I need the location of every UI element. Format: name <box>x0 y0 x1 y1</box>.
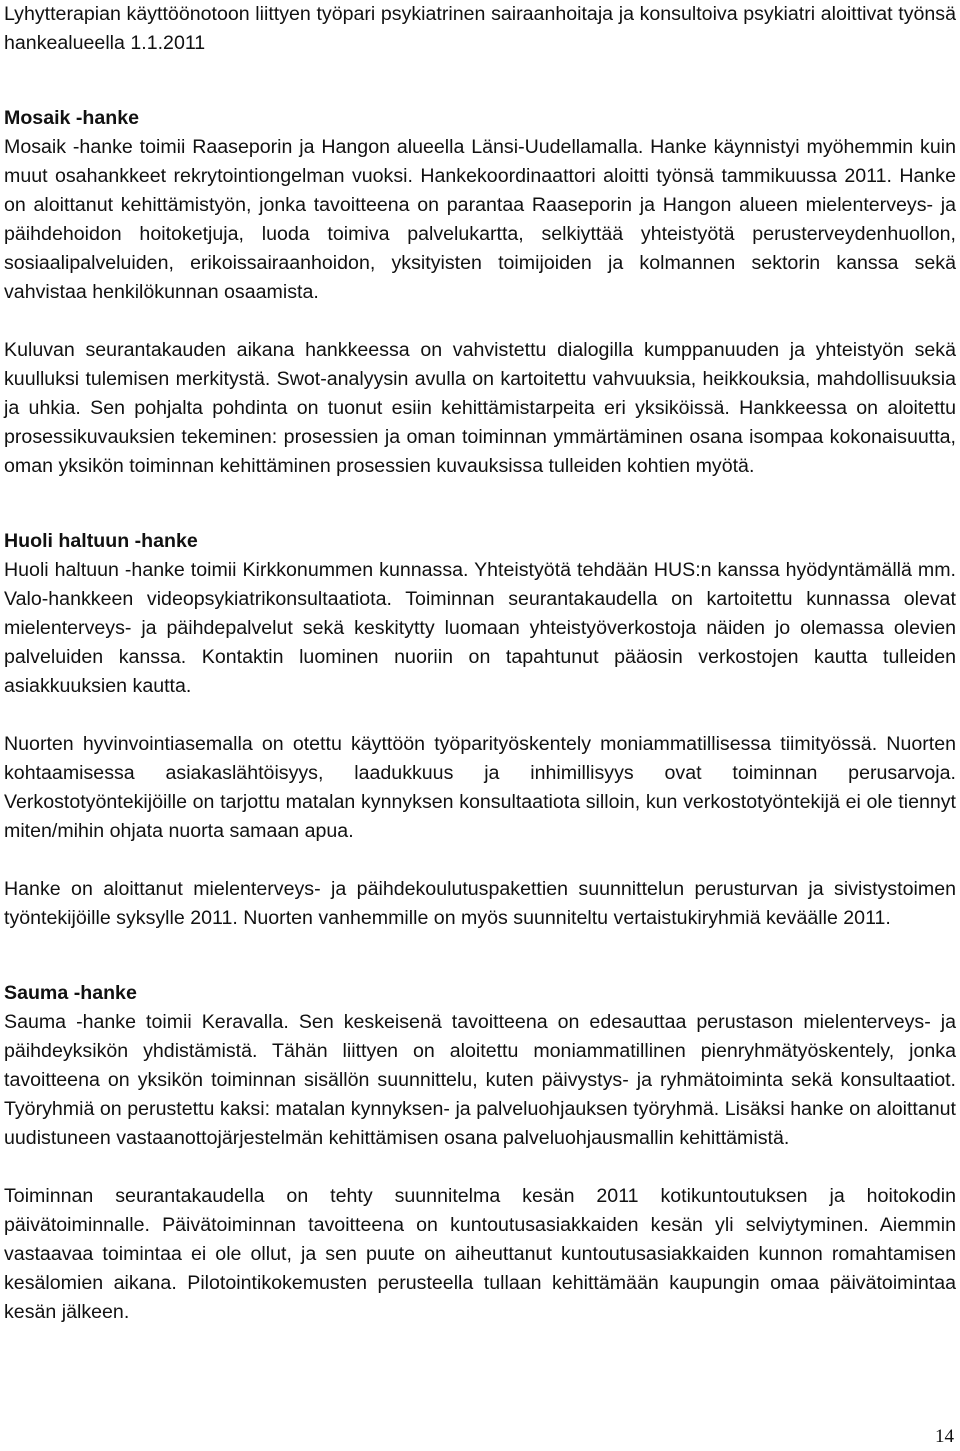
spacer <box>4 846 956 875</box>
huoli-haltuun-paragraph-2: Nuorten hyvinvointiasemalla on otettu käyttöön työparityöskentely moniammatillisessa tiimityössä. Nuorten kohtaamisessa asiakaslähtöisyys, laadukkuus ja inhimillisyys ovat toiminnan perusarvoja. Verkostotyöntekijöille on tarjottu matalan kynnyksen konsultaatiota silloin, kun verkostotyöntekijä ei ole tiennyt miten/mihin ohjata nuorta samaan apua. <box>4 733 956 842</box>
section-heading-sauma: Sauma -hanke <box>4 982 137 1004</box>
document-page <box>4 0 956 1327</box>
sauma-paragraph-2: Toiminnan seurantakaudella on tehty suunnitelma kesän 2011 kotikuntoutuksen ja hoitokodin päivätoiminnalle. Päivätoiminnan tavoitteena on kuntoutusasiakkaiden kesän yli selviytyminen. Aiemmin vastaavaa toimintaa ei ole ollut, ja sen puute on aiheuttanut kuntoutusasiakkaiden kunnon romahtamisen kesälomien aikana. Pilotointikokemusten perusteella tullaan kehittämään kaupungin omaa päivätoimintaa kesän jälkeen. <box>4 1185 956 1323</box>
intro-paragraph: Lyhytterapian käyttöönotoon liittyen työpari psykiatrinen sairaanhoitaja ja konsultoiva psykiatri aloittivat työnsä hankealueella 1.1.2011 <box>4 3 956 54</box>
page-number: 14 <box>935 1426 954 1447</box>
huoli-haltuun-paragraph-3: Hanke on aloittanut mielenterveys- ja päihdekoulutuspakettien suunnittelun perusturvan ja sivistystoimen työntekijöille syksylle 2011. Nuorten vanhemmille on myös suunniteltu vertaistukiryhmiä keväälle 2011. <box>4 878 956 929</box>
section-heading-mosaik: Mosaik -hanke <box>4 107 140 129</box>
mosaik-paragraph-2: Kuluvan seurantakauden aikana hankkeessa on vahvistettu dialogilla kumppanuuden ja yhteistyön sekä kuulluksi tulemisen merkitystä. Swot-analyysin avulla on kartoitettu vahvuuksia, heikkouksia, mahdollisuuksia ja uhkia. Sen pohjalta pohdinta on tuonut esiin kehittämistarpeita eri yksiköissä. Hankkeessa on aloitettu prosessikuvauksien tekeminen: prosessien ja oman toiminnan ymmärtäminen osana isompaa kokonaisuutta, oman yksikön toiminnan kehittäminen prosessien kuvauksissa tulleiden kohtien myötä. <box>4 339 956 477</box>
spacer <box>4 933 956 979</box>
spacer <box>4 307 956 336</box>
spacer <box>4 1153 956 1182</box>
section-heading-huoli-haltuun: Huoli haltuun -hanke <box>4 530 198 552</box>
spacer <box>4 701 956 730</box>
spacer <box>4 481 956 527</box>
spacer <box>4 58 956 104</box>
mosaik-paragraph-1: Mosaik -hanke toimii Raaseporin ja Hangon alueella Länsi-Uudellamalla. Hanke käynnistyi myöhemmin kuin muut osahankkeet rekrytointiongelman vuoksi. Hankekoordinaattori aloitti työnsä tammikuussa 2011. Hanke on aloittanut kehittämistyön, jonka tavoitteena on parantaa Raaseporin ja Hangon alueen mielenterveys- ja päihdehoidon hoitoketjuja, luoda toimiva palvelukartta, selkiyttää yhteistyötä perusterveydenhuollon, sosiaalipalveluiden, erikoissairaanhoidon, yksityisten toimijoiden ja kolmannen sektorin kanssa sekä vahvistaa henkilökunnan osaamista. <box>4 136 956 303</box>
sauma-paragraph-1: Sauma -hanke toimii Keravalla. Sen keskeisenä tavoitteena on edesauttaa perustason mielenterveys- ja päihdeyksikön yhdistämistä. Tähän liittyen on aloitettu moniammatillinen pienryhmätyöskentely, jonka tavoitteena on yksikön toiminnan sisällön suunnittelu, kuten päivystys- ja ryhmätoiminta sekä konsultaatiot. Työryhmiä on perustettu kaksi: matalan kynnyksen- ja palveluohjauksen työryhmä. Lisäksi hanke on aloittanut uudistuneen vastaanottojärjestelmän kehittämisen osana palveluohjausmallin kehittämistä. <box>4 1011 956 1149</box>
huoli-haltuun-paragraph-1: Huoli haltuun -hanke toimii Kirkkonummen kunnassa. Yhteistyötä tehdään HUS:n kanssa hyödyntämällä mm. Valo-hankkeen videopsykiatrikonsultaatiota. Toiminnan seurantakaudella on kartoitettu kunnassa olevat mielenterveys- ja päihdepalvelut sekä keskitytty luomaan yhteistyöverkostoja näiden jo olemassa olevien palveluiden kanssa. Kontaktin luominen nuoriin on tapahtunut pääosin verkostojen kautta tulleiden asiakkuuksien kautta. <box>4 559 956 697</box>
